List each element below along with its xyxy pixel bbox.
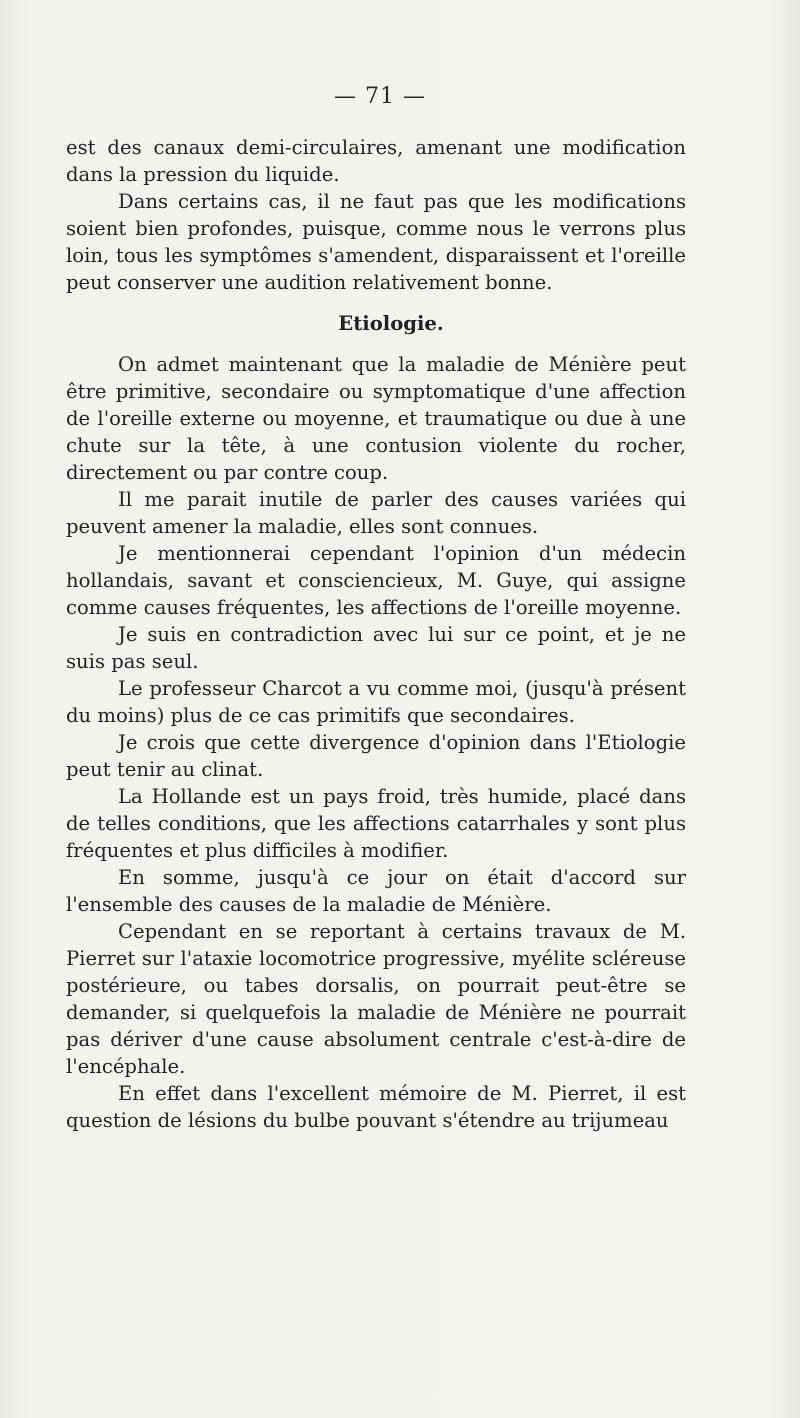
paragraph: En somme, jusqu'à ce jour on était d'accord sur l'ensemble des causes de la maladie de Ménière. [66,866,686,916]
paragraph: Cependant en se reportant à certains travaux de M. Pierret sur l'ataxie locomotrice progressive, myélite scléreuse postérieure, ou tabes dorsalis, on pourrait peut-être se demander, si quelquefois la maladie de Ménière ne pourrait pas dériver d'une cause absolument centrale c'est-à-dire de l'encéphale. [66,920,686,1078]
paragraph: En effet dans l'excellent mémoire de M. Pierret, il est question de lésions du bulbe pouvant s'étendre au trijumeau [66,1082,686,1132]
paragraph: Je suis en contradiction avec lui sur ce point, et je ne suis pas seul. [66,623,686,673]
section-heading: Etiologie. [338,312,444,335]
paragraph: Le professeur Charcot a vu comme moi, (jusqu'à présent du moins) plus de ce cas primitifs que secondaires. [66,677,686,727]
paragraph: On admet maintenant que la maladie de Ménière peut être primitive, secondaire ou symptomatique d'une affection de l'oreille externe ou moyenne, et traumatique ou due à une chute sur la tête, à une contusion violente du rocher, directement ou par contre coup. [66,353,686,484]
body-text [66,134,686,1134]
page-number: — 71 — [334,84,426,109]
paragraph: Dans certains cas, il ne faut pas que les modifications soient bien profondes, puisque, comme nous le verrons plus loin, tous les symptômes s'amendent, disparaissent et l'oreille peut conserver une audition relativement bonne. [66,190,686,294]
paragraph: est des canaux demi-circulaires, amenant une modification dans la pression du liquide. [66,136,686,186]
paragraph: Je crois que cette divergence d'opinion dans l'Etiologie peut tenir au clinat. [66,731,686,781]
paragraph: La Hollande est un pays froid, très humide, placé dans de telles conditions, que les affections catarrhales y sont plus fréquentes et plus difficiles à modifier. [66,785,686,862]
paragraph: Je mentionnerai cependant l'opinion d'un médecin hollandais, savant et consciencieux, M. Guye, qui assigne comme causes fréquentes, les affections de l'oreille moyenne. [66,542,686,619]
paragraph: Il me parait inutile de parler des causes variées qui peuvent amener la maladie, elles sont connues. [66,488,686,538]
